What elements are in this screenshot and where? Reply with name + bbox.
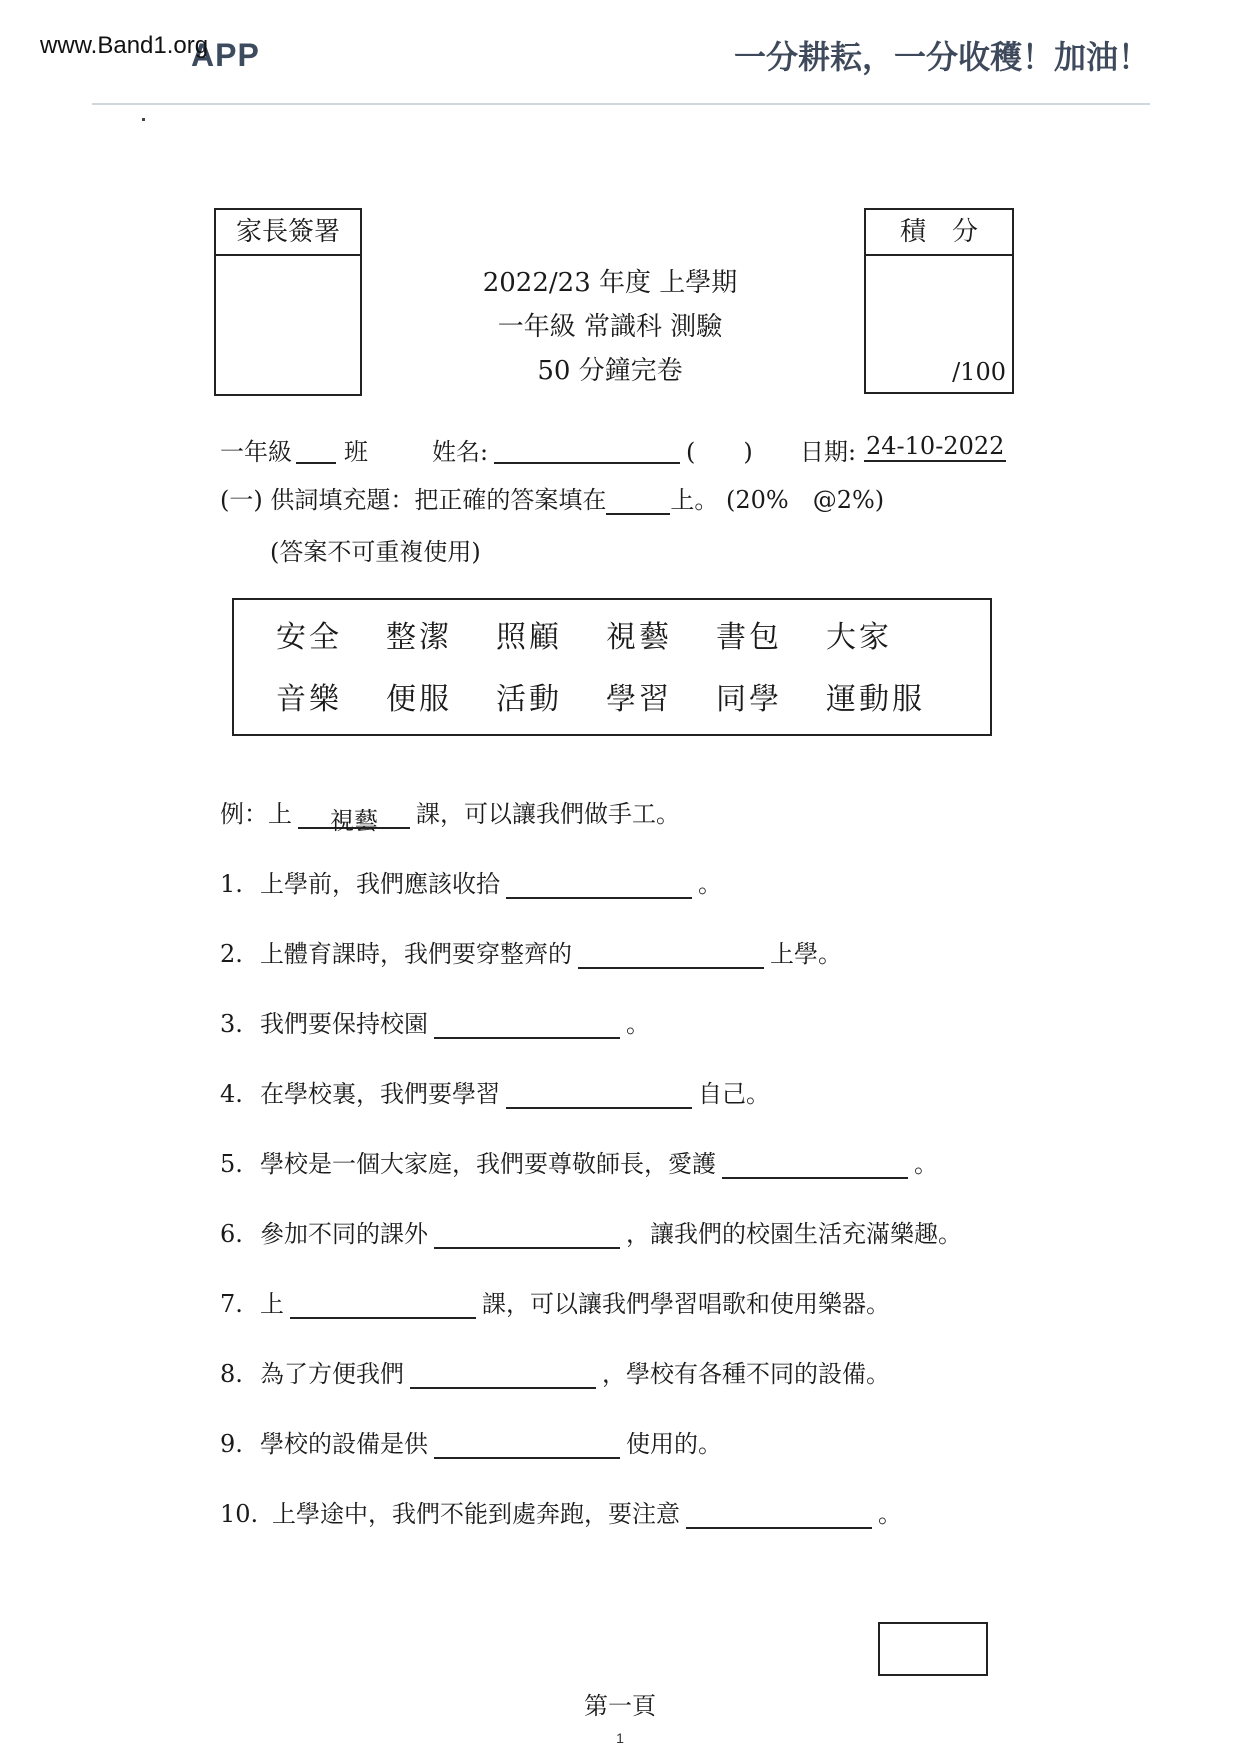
question [220, 1284, 890, 1318]
example-answer: 視藝 [298, 801, 410, 829]
question-number: 8. [220, 1360, 243, 1388]
question-number: 10. [220, 1500, 259, 1528]
date-value: 24-10-2022 [866, 432, 1005, 460]
parent-signature-label: 家長簽署 [216, 210, 360, 256]
word-bank [232, 598, 992, 736]
date-label: 日期: [800, 438, 857, 466]
question-text-before: 學校的設備是供 [260, 1430, 428, 1458]
question-text-after: ，讓我們的校園生活充滿樂趣。 [626, 1220, 962, 1248]
question [220, 1214, 962, 1248]
question [220, 1004, 650, 1038]
score-box [864, 208, 1014, 394]
question-number: 1. [220, 870, 243, 898]
answer-blank[interactable] [722, 1151, 908, 1179]
question-number: 5. [220, 1150, 243, 1178]
student-info-row [220, 428, 1010, 468]
question-text-after: ，學校有各種不同的設備。 [602, 1360, 890, 1388]
question-number: 4. [220, 1080, 243, 1108]
answer-blank[interactable] [686, 1501, 872, 1529]
exam-duration: 50 分鐘完卷 [537, 356, 683, 386]
page-label: 第一頁 [584, 1692, 656, 1720]
answer-blank[interactable] [434, 1431, 620, 1459]
question-text-before: 上學前，我們應該收拾 [260, 870, 500, 898]
answer-blank[interactable] [578, 941, 764, 969]
section-note: (答案不可重複使用) [270, 538, 481, 566]
question-text-after: 使用的。 [626, 1430, 722, 1458]
page-number: 1 [616, 1730, 624, 1746]
answer-blank[interactable] [434, 1221, 620, 1249]
question-text-before: 學校是一個大家庭，我們要尊敬師長，愛護 [260, 1150, 716, 1178]
word-bank-item: 便服 [386, 682, 452, 717]
word-bank-item: 安全 [276, 620, 342, 655]
question-text-before: 在學校裏，我們要學習 [260, 1080, 500, 1108]
word-bank-item: 活動 [496, 682, 562, 717]
header-divider [92, 103, 1150, 105]
question-text-before: 上體育課時，我們要穿整齊的 [260, 940, 572, 968]
question [220, 1074, 770, 1108]
answer-blank[interactable] [290, 1291, 476, 1319]
grade-label: 一年級 [220, 438, 292, 466]
question-text-after: 課，可以讓我們學習唱歌和使用樂器。 [482, 1290, 890, 1318]
example-sentence [220, 794, 680, 835]
question [220, 1424, 722, 1458]
question [220, 1354, 890, 1388]
instruction-text: (一) 供詞填充題：把正確的答案填在 [220, 486, 607, 514]
word-bank-item: 同學 [716, 682, 782, 717]
question-text-before: 參加不同的課外 [260, 1220, 428, 1248]
parent-signature-box[interactable] [214, 208, 362, 396]
word-bank-item: 視藝 [606, 620, 672, 655]
question-text-after: 。 [878, 1500, 902, 1528]
question-text-before: 上 [260, 1290, 284, 1318]
word-bank-item: 書包 [716, 620, 782, 655]
instruction-score: 上。 (20% @2%) [670, 486, 885, 514]
class-input[interactable] [296, 430, 336, 464]
question [220, 1144, 938, 1178]
question-number: 2. [220, 940, 243, 968]
page-mark-box[interactable] [878, 1622, 988, 1676]
scan-speck [142, 118, 145, 121]
answer-blank[interactable] [410, 1361, 596, 1389]
question-text-before: 上學途中，我們不能到處奔跑，要注意 [272, 1500, 680, 1528]
header-slogan: 一分耕耘，一分收穫！加油！ [733, 38, 1150, 76]
question [220, 1494, 902, 1528]
exam-term: 2022/23 年度 上學期 [482, 268, 738, 298]
example-prefix: 例：上 [220, 800, 292, 828]
app-logo: APP [191, 37, 260, 73]
question [220, 934, 842, 968]
word-bank-item: 音樂 [276, 682, 342, 717]
name-input[interactable] [494, 430, 680, 464]
question-text-after: 。 [914, 1150, 938, 1178]
question-number: 9. [220, 1430, 243, 1458]
instruction-blank [606, 489, 670, 515]
question-number: 3. [220, 1010, 243, 1038]
question-text-after: 自己。 [698, 1080, 770, 1108]
score-out-of: /100 [952, 358, 1006, 386]
question-text-after: 。 [626, 1010, 650, 1038]
answer-blank[interactable] [434, 1011, 620, 1039]
question-text-before: 我們要保持校園 [260, 1010, 428, 1038]
class-label: 班 [344, 438, 368, 466]
word-bank-item: 運動服 [826, 682, 925, 717]
example-suffix: 課，可以讓我們做手工。 [416, 800, 680, 828]
word-bank-item: 照顧 [496, 620, 562, 655]
answer-blank[interactable] [506, 871, 692, 899]
word-bank-item: 整潔 [386, 620, 452, 655]
class-number-brackets[interactable]: ( ) [686, 438, 753, 466]
question-text-after: 。 [698, 870, 722, 898]
answer-blank[interactable] [506, 1081, 692, 1109]
name-label: 姓名: [432, 438, 489, 466]
question-text-after: 上學。 [770, 940, 842, 968]
site-watermark: www.Band1.org [40, 32, 209, 59]
question-number: 6. [220, 1220, 243, 1248]
question [220, 864, 722, 898]
section-instruction [220, 480, 884, 515]
question-text-before: 為了方便我們 [260, 1360, 404, 1388]
word-bank-item: 學習 [606, 682, 672, 717]
word-bank-item: 大家 [826, 620, 892, 655]
score-label: 積 分 [866, 210, 1012, 256]
question-number: 7. [220, 1290, 243, 1318]
exam-subject: 一年級 常識科 測驗 [497, 312, 723, 342]
